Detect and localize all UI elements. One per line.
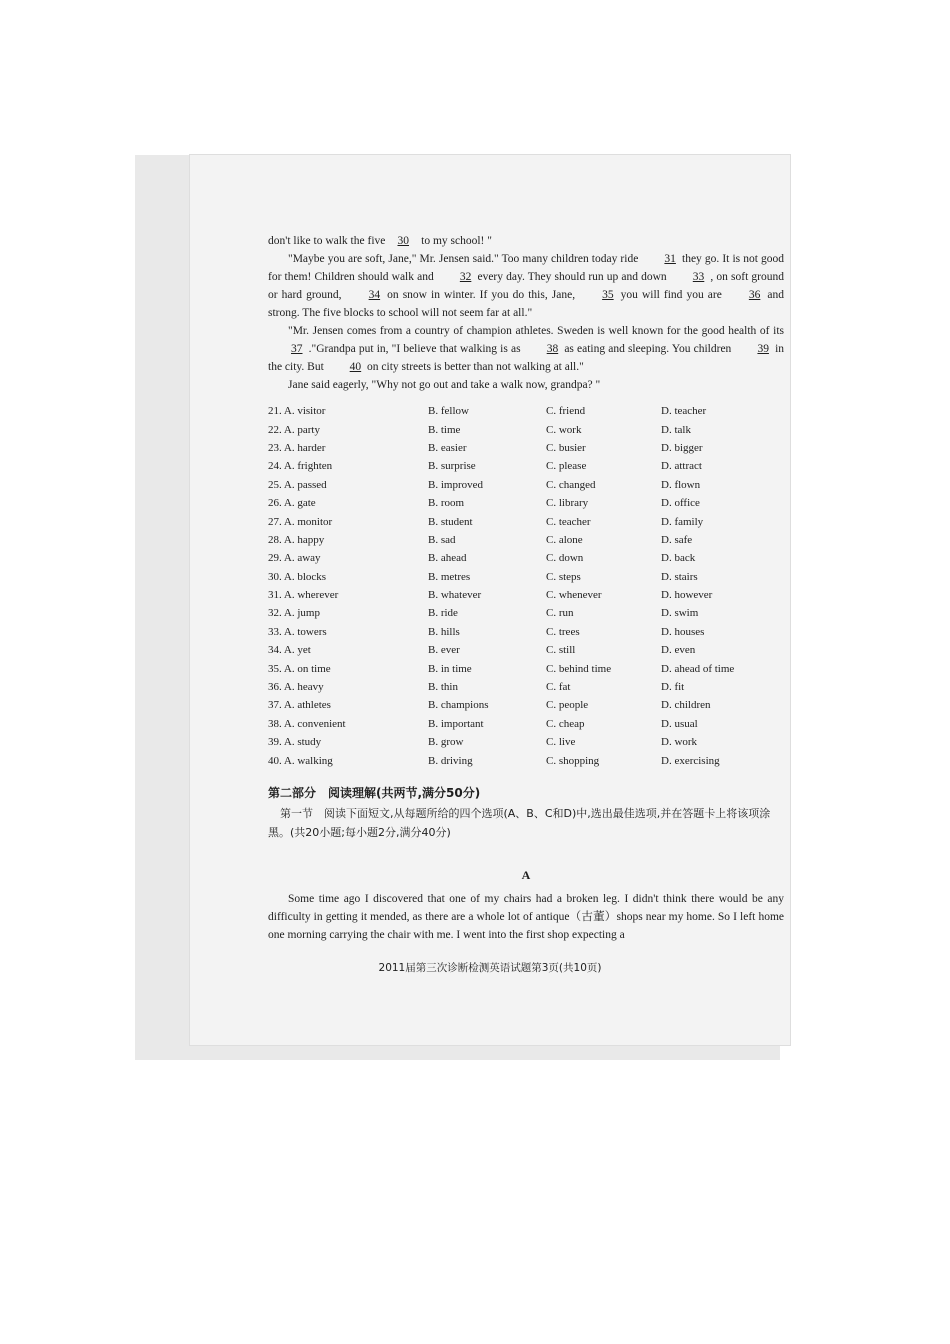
option-choice: C. down [546,552,584,565]
option-choice: D. talk [661,423,691,436]
option-choice: B. whatever [428,589,482,602]
option-choice: 33. A. towers [268,625,327,638]
option-choice: C. steps [546,570,581,583]
option-choice: B. room [428,497,465,510]
text-span: they go. It is not good for them! Children should walk and [268,253,785,283]
option-choice: D. even [661,644,696,657]
option-row [268,568,738,586]
text-span: ."Grandpa put in, "I believe that walking is as [308,343,521,355]
text-span: to my school! " [421,235,492,247]
option-choice: 36. A. heavy [268,681,324,694]
option-choice: C. teacher [546,515,591,528]
option-choice: D. back [661,552,696,565]
option-choice: 29. A. away [268,552,321,565]
option-choice: B. important [428,717,484,730]
option-choice: D. usual [661,717,698,730]
option-choice: D. fit [661,681,685,694]
blank-36: 36 [748,289,761,301]
option-choice: C. trees [546,625,580,638]
option-choice: C. busier [546,441,586,454]
option-choice: C. fat [546,681,571,694]
section-one-instructions: 第一节 阅读下面短文,从每题所给的四个选项(A、B、C和D)中,选出最佳选项,并在答题卡上将该项涂黑。(共20小题;每小题2分,满分40分) [268,806,771,839]
option-choice: D. teacher [661,405,707,418]
blank-32: 32 [459,271,472,283]
option-choice: 40. A. walking [268,754,333,767]
option-choice: 23. A. harder [268,441,326,454]
option-choice: B. thin [428,681,458,694]
option-choice: C. live [546,736,576,749]
option-choice: 32. A. jump [268,607,320,620]
option-choice: B. ride [428,607,458,620]
option-choice: C. people [546,699,589,712]
blank-31: 31 [664,253,676,265]
text-span: "Maybe you are soft, Jane," Mr. Jensen said." Too many children today ride [288,253,639,265]
option-choice: B. improved [428,478,483,491]
option-choice: D. children [661,699,711,712]
option-choice: B. sad [428,533,456,546]
option-row [268,659,738,677]
blank-37: 37 [291,343,303,355]
option-row [268,733,738,751]
option-choice: C. please [546,460,587,473]
option-row [268,696,738,714]
passage-paragraph-3 [268,322,784,376]
option-choice: B. ever [428,644,460,657]
option-choice: D. work [661,736,698,749]
option-choice: C. behind time [546,662,612,675]
option-row [268,457,738,475]
option-choice: B. time [428,423,461,436]
text-span: in the city. But [268,343,785,373]
option-choice: B. student [428,515,473,528]
option-choice: D. safe [661,533,693,546]
option-choice: D. attract [661,460,702,473]
option-choice: C. work [546,423,582,436]
option-choice: C. cheap [546,717,585,730]
option-choice: C. friend [546,405,586,418]
text-span: every day. They should run up and down [477,271,667,283]
option-choice: D. ahead of time [661,662,735,675]
blank-39: 39 [757,343,769,355]
option-choice: 31. A. wherever [268,589,339,602]
option-choice: 26. A. gate [268,497,316,510]
option-choice: 35. A. on time [268,662,331,675]
option-choice: B. metres [428,570,471,583]
option-row [268,439,738,457]
passage-line-1 [268,232,784,250]
option-row [268,420,738,438]
option-choice: B. in time [428,662,472,675]
page-footer: 2011届第三次诊断检测英语试题第3页(共10页) [378,962,602,974]
option-row [268,604,738,622]
option-choice: C. alone [546,533,583,546]
option-choice: 21. A. visitor [268,405,326,418]
option-row [268,751,738,769]
blank-35: 35 [602,289,614,301]
option-row [268,549,738,567]
text-span: and strong. The five blocks to school will not seem far at all." [268,289,785,319]
option-row [268,586,738,604]
blank-40: 40 [349,361,362,373]
option-row [268,494,738,512]
option-choice: B. driving [428,754,473,767]
text-span: you will find you are [620,289,722,301]
option-choice: B. hills [428,625,460,638]
option-row [268,678,738,696]
blank-38: 38 [546,343,559,355]
option-choice: B. easier [428,441,467,454]
text-span: as eating and sleeping. You children [564,343,732,355]
option-choice: D. stairs [661,570,698,583]
blank-33: 33 [692,271,705,283]
option-choice: 27. A. monitor [268,515,333,528]
option-choice: D. family [661,515,704,528]
option-row [268,715,738,733]
options-table [268,402,738,770]
option-choice: 37. A. athletes [268,699,331,712]
passage-paragraph-4: Jane said eagerly, "Why not go out and take a walk now, grandpa? " [288,379,601,391]
option-row [268,402,738,420]
option-choice: D. swim [661,607,699,620]
option-choice: 28. A. happy [268,533,325,546]
option-choice: B. grow [428,736,464,749]
option-choice: 24. A. frighten [268,460,333,473]
option-choice: D. bigger [661,441,703,454]
option-choice: C. whenever [546,589,602,602]
option-choice: D. office [661,497,700,510]
passage-a-label: A [521,867,531,882]
page-content [268,232,784,944]
option-choice: D. houses [661,625,705,638]
text-span: on city streets is better than not walking at all." [367,361,584,373]
part-two-heading: 第二部分 阅读理解(共两节,满分50分) [268,785,481,800]
text-span: don't like to walk the five [268,235,386,247]
option-choice: 25. A. passed [268,478,327,491]
option-row [268,623,738,641]
text-span: on snow in winter. If you do this, Jane, [387,289,576,301]
option-row [268,531,738,549]
passage-paragraph-2 [268,250,784,322]
option-choice: D. exercising [661,754,720,767]
option-choice: 30. A. blocks [268,570,327,583]
option-choice: D. flown [661,478,701,491]
option-choice: C. library [546,497,589,510]
option-choice: B. ahead [428,552,467,565]
option-choice: C. still [546,644,576,657]
blank-34: 34 [368,289,381,301]
option-choice: B. champions [428,699,489,712]
option-choice: B. surprise [428,460,476,473]
text-span: "Mr. Jensen comes from a country of champion athletes. Sweden is well known for the good health of its [288,325,784,337]
option-row [268,641,738,659]
text-span: , on soft ground or hard ground, [268,271,784,301]
option-choice: C. run [546,607,574,620]
option-row [268,512,738,530]
option-choice: 39. A. study [268,736,322,749]
option-choice: 38. A. convenient [268,717,346,730]
option-row [268,476,738,494]
option-choice: B. fellow [428,405,469,418]
option-choice: C. shopping [546,754,600,767]
option-choice: D. however [661,589,713,602]
option-choice: 34. A. yet [268,644,311,657]
passage-a-text: Some time ago I discovered that one of my chairs had a broken leg. I didn't think there would be any difficulty in getting it mended, as there are a whole lot of antique（古董）shops near my home. So I left home one morning carrying the chair with me. I went into the first shop expecting a [268,892,784,941]
option-choice: C. changed [546,478,596,491]
blank-30: 30 [397,235,409,247]
option-choice: 22. A. party [268,423,320,436]
